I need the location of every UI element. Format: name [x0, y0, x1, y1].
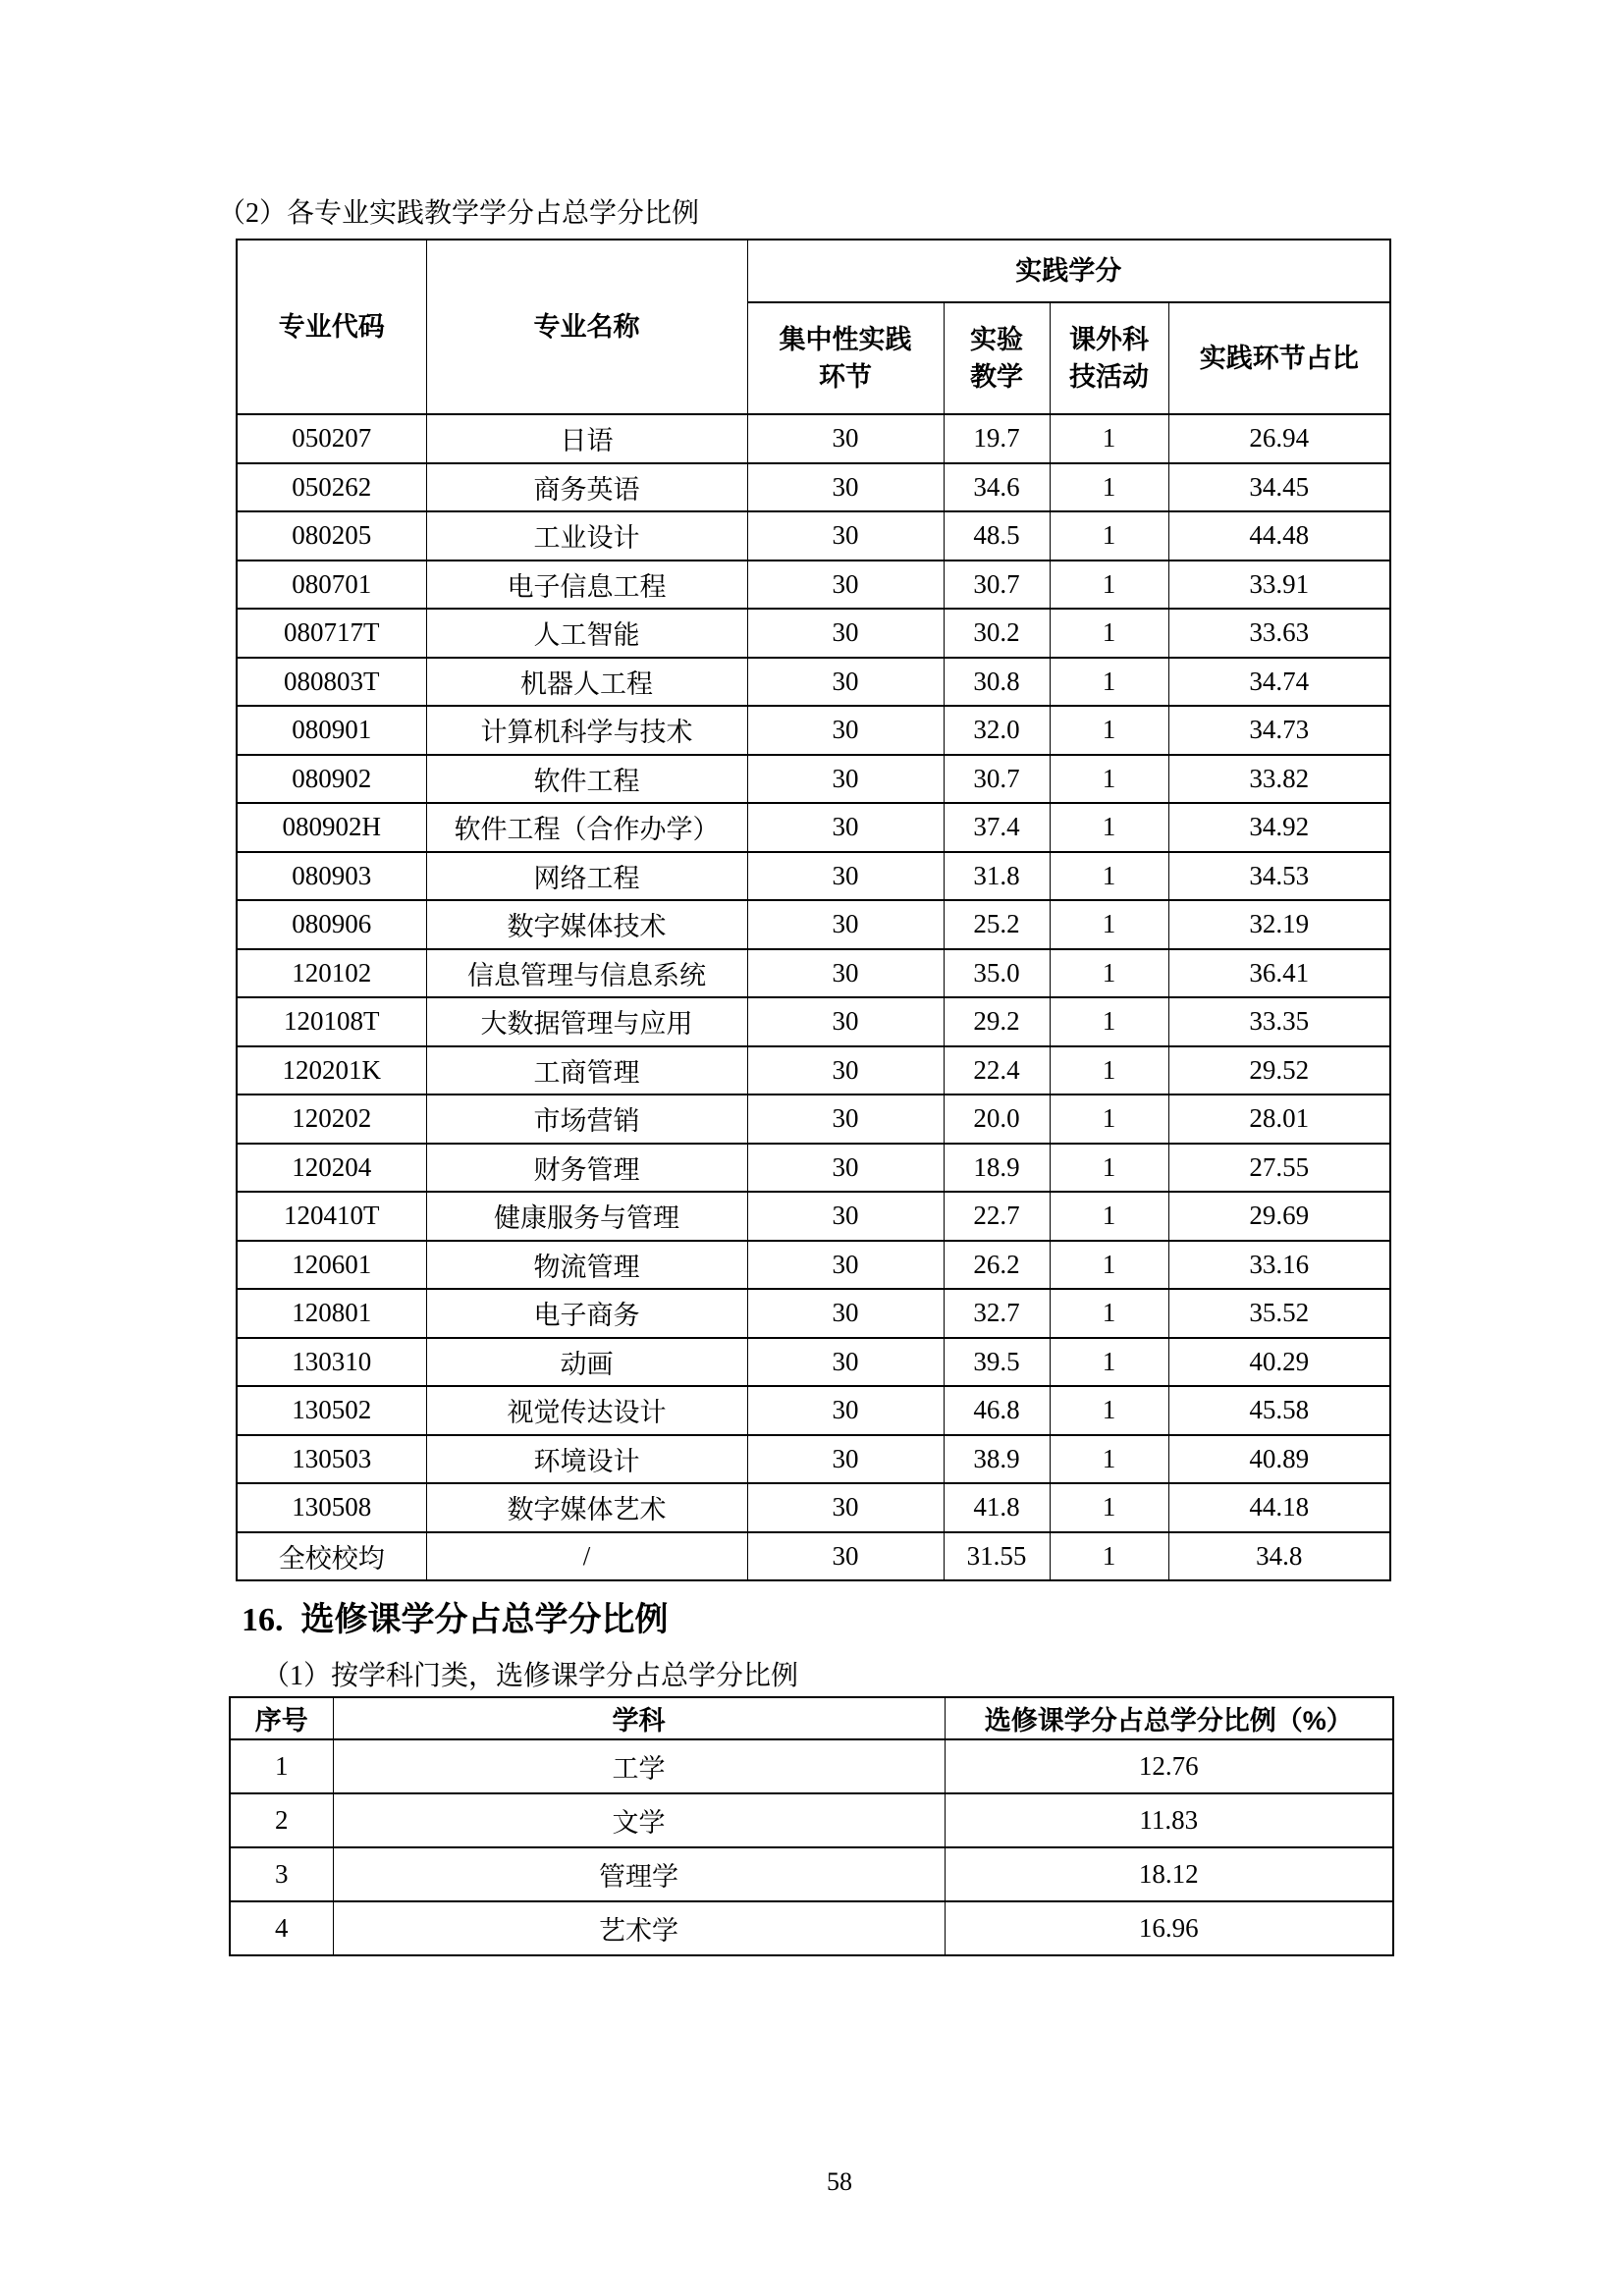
extracurricular-sci-tech-cell: 1 — [1050, 1241, 1168, 1290]
practice-ratio-cell: 34.74 — [1168, 658, 1390, 707]
practice-credits-table — [236, 239, 1391, 1581]
table-row — [237, 561, 1390, 610]
major-name-cell: 电子商务 — [426, 1289, 747, 1338]
header-major-name: 专业名称 — [426, 240, 747, 414]
discipline-cell: 文学 — [333, 1793, 945, 1847]
extracurricular-sci-tech-cell: 1 — [1050, 1338, 1168, 1387]
practice-ratio-cell: 34.45 — [1168, 463, 1390, 512]
practice-ratio-cell: 40.89 — [1168, 1435, 1390, 1484]
major-code-cell: 050207 — [237, 414, 426, 463]
practice-ratio-cell: 44.48 — [1168, 511, 1390, 561]
concentrated-practice-cell: 30 — [747, 609, 944, 658]
major-code-cell: 130503 — [237, 1435, 426, 1484]
major-name-cell: 商务英语 — [426, 463, 747, 512]
header-extracurricular-sci-tech: 课外科技活动 — [1050, 302, 1168, 414]
table-header-row — [237, 240, 1390, 302]
concentrated-practice-cell: 30 — [747, 997, 944, 1046]
major-code-cell: 120108T — [237, 997, 426, 1046]
experiment-teaching-cell: 26.2 — [944, 1241, 1050, 1290]
major-name-cell: 人工智能 — [426, 609, 747, 658]
table-row — [237, 1241, 1390, 1290]
concentrated-practice-cell: 30 — [747, 949, 944, 998]
extracurricular-sci-tech-cell: 1 — [1050, 1192, 1168, 1241]
concentrated-practice-cell: 30 — [747, 900, 944, 949]
table-row — [237, 1289, 1390, 1338]
major-code-cell: 120601 — [237, 1241, 426, 1290]
experiment-teaching-cell: 35.0 — [944, 949, 1050, 998]
major-code-cell: 130502 — [237, 1386, 426, 1435]
concentrated-practice-cell: 30 — [747, 1192, 944, 1241]
concentrated-practice-cell: 30 — [747, 463, 944, 512]
extracurricular-sci-tech-cell: 1 — [1050, 1144, 1168, 1193]
extracurricular-sci-tech-cell: 1 — [1050, 997, 1168, 1046]
practice-ratio-cell: 28.01 — [1168, 1095, 1390, 1144]
table-row — [237, 706, 1390, 755]
major-name-cell: / — [426, 1532, 747, 1581]
concentrated-practice-cell: 30 — [747, 511, 944, 561]
experiment-teaching-cell: 22.4 — [944, 1046, 1050, 1095]
table-row — [237, 511, 1390, 561]
table-header-row — [230, 1697, 1393, 1739]
concentrated-practice-cell: 30 — [747, 1338, 944, 1387]
experiment-teaching-cell: 30.7 — [944, 755, 1050, 804]
table-row — [237, 1532, 1390, 1581]
major-code-cell: 050262 — [237, 463, 426, 512]
concentrated-practice-cell: 30 — [747, 1532, 944, 1581]
major-code-cell: 120201K — [237, 1046, 426, 1095]
practice-ratio-cell: 33.35 — [1168, 997, 1390, 1046]
elective-ratio-cell: 18.12 — [945, 1847, 1393, 1901]
experiment-teaching-cell: 18.9 — [944, 1144, 1050, 1193]
extracurricular-sci-tech-cell: 1 — [1050, 803, 1168, 852]
major-code-cell: 080902 — [237, 755, 426, 804]
practice-ratio-cell: 33.63 — [1168, 609, 1390, 658]
extracurricular-sci-tech-cell: 1 — [1050, 561, 1168, 610]
major-name-cell: 大数据管理与应用 — [426, 997, 747, 1046]
major-name-cell: 市场营销 — [426, 1095, 747, 1144]
experiment-teaching-cell: 30.7 — [944, 561, 1050, 610]
concentrated-practice-cell: 30 — [747, 755, 944, 804]
experiment-teaching-cell: 32.7 — [944, 1289, 1050, 1338]
practice-ratio-cell: 26.94 — [1168, 414, 1390, 463]
major-code-cell: 130508 — [237, 1483, 426, 1532]
table-row — [237, 803, 1390, 852]
table-row — [237, 997, 1390, 1046]
elective-section-heading — [242, 1598, 669, 1643]
practice-ratio-cell: 27.55 — [1168, 1144, 1390, 1193]
practice-ratio-cell: 34.8 — [1168, 1532, 1390, 1581]
extracurricular-sci-tech-cell: 1 — [1050, 900, 1168, 949]
concentrated-practice-cell: 30 — [747, 561, 944, 610]
concentrated-practice-cell: 30 — [747, 1386, 944, 1435]
practice-ratio-cell: 34.73 — [1168, 706, 1390, 755]
extracurricular-sci-tech-cell: 1 — [1050, 852, 1168, 901]
table-row — [230, 1847, 1393, 1901]
header-major-code: 专业代码 — [237, 240, 426, 414]
practice-ratio-cell: 34.53 — [1168, 852, 1390, 901]
table-row — [230, 1739, 1393, 1793]
practice-ratio-cell: 29.52 — [1168, 1046, 1390, 1095]
major-code-cell: 080701 — [237, 561, 426, 610]
experiment-teaching-cell: 34.6 — [944, 463, 1050, 512]
table-row — [237, 1386, 1390, 1435]
table-row — [237, 658, 1390, 707]
major-name-cell: 数字媒体艺术 — [426, 1483, 747, 1532]
elective-section-subtitle: （1）按学科门类，选修课学分占总学分比例 — [262, 1661, 799, 1691]
major-code-cell: 120801 — [237, 1289, 426, 1338]
practice-ratio-cell: 33.16 — [1168, 1241, 1390, 1290]
extracurricular-sci-tech-cell: 1 — [1050, 511, 1168, 561]
major-name-cell: 工业设计 — [426, 511, 747, 561]
header-practice-credits-group: 实践学分 — [747, 240, 1390, 302]
extracurricular-sci-tech-cell: 1 — [1050, 755, 1168, 804]
major-name-cell: 动画 — [426, 1338, 747, 1387]
heading-number: 16. — [242, 1602, 284, 1638]
extracurricular-sci-tech-cell: 1 — [1050, 1289, 1168, 1338]
experiment-teaching-cell: 41.8 — [944, 1483, 1050, 1532]
major-name-cell: 计算机科学与技术 — [426, 706, 747, 755]
major-code-cell: 080717T — [237, 609, 426, 658]
table-row — [237, 1192, 1390, 1241]
major-name-cell: 财务管理 — [426, 1144, 747, 1193]
table-row — [237, 900, 1390, 949]
experiment-teaching-cell: 48.5 — [944, 511, 1050, 561]
extracurricular-sci-tech-cell: 1 — [1050, 658, 1168, 707]
major-code-cell: 080902H — [237, 803, 426, 852]
index-cell: 1 — [230, 1739, 333, 1793]
practice-section-title: （2）各专业实践教学学分占总学分比例 — [218, 198, 700, 229]
experiment-teaching-cell: 25.2 — [944, 900, 1050, 949]
major-name-cell: 日语 — [426, 414, 747, 463]
major-name-cell: 视觉传达设计 — [426, 1386, 747, 1435]
major-code-cell: 080906 — [237, 900, 426, 949]
major-name-cell: 软件工程（合作办学） — [426, 803, 747, 852]
table-row — [237, 463, 1390, 512]
discipline-cell: 管理学 — [333, 1847, 945, 1901]
major-name-cell: 信息管理与信息系统 — [426, 949, 747, 998]
extracurricular-sci-tech-cell: 1 — [1050, 1435, 1168, 1484]
concentrated-practice-cell: 30 — [747, 658, 944, 707]
discipline-cell: 艺术学 — [333, 1901, 945, 1955]
header-elective-ratio: 选修课学分占总学分比例（%） — [945, 1697, 1393, 1739]
major-code-cell: 120202 — [237, 1095, 426, 1144]
practice-ratio-cell: 36.41 — [1168, 949, 1390, 998]
major-name-cell: 机器人工程 — [426, 658, 747, 707]
practice-ratio-cell: 44.18 — [1168, 1483, 1390, 1532]
extracurricular-sci-tech-cell: 1 — [1050, 1532, 1168, 1581]
experiment-teaching-cell: 37.4 — [944, 803, 1050, 852]
practice-ratio-cell: 40.29 — [1168, 1338, 1390, 1387]
practice-ratio-cell: 35.52 — [1168, 1289, 1390, 1338]
major-name-cell: 网络工程 — [426, 852, 747, 901]
major-code-cell: 080205 — [237, 511, 426, 561]
elective-ratio-cell: 11.83 — [945, 1793, 1393, 1847]
experiment-teaching-cell: 46.8 — [944, 1386, 1050, 1435]
table-row — [237, 1095, 1390, 1144]
major-code-cell: 120102 — [237, 949, 426, 998]
major-name-cell: 环境设计 — [426, 1435, 747, 1484]
major-code-cell: 120204 — [237, 1144, 426, 1193]
concentrated-practice-cell: 30 — [747, 1046, 944, 1095]
practice-ratio-cell: 45.58 — [1168, 1386, 1390, 1435]
extracurricular-sci-tech-cell: 1 — [1050, 1095, 1168, 1144]
header-discipline: 学科 — [333, 1697, 945, 1739]
discipline-cell: 工学 — [333, 1739, 945, 1793]
concentrated-practice-cell: 30 — [747, 1483, 944, 1532]
concentrated-practice-cell: 30 — [747, 1144, 944, 1193]
extracurricular-sci-tech-cell: 1 — [1050, 706, 1168, 755]
major-name-cell: 软件工程 — [426, 755, 747, 804]
table-row — [237, 1483, 1390, 1532]
table-row — [237, 852, 1390, 901]
header-concentrated-practice: 集中性实践环节 — [747, 302, 944, 414]
index-cell: 2 — [230, 1793, 333, 1847]
heading-text: 选修课学分占总学分比例 — [300, 1602, 669, 1638]
experiment-teaching-cell: 19.7 — [944, 414, 1050, 463]
table-row — [237, 414, 1390, 463]
concentrated-practice-cell: 30 — [747, 1095, 944, 1144]
concentrated-practice-cell: 30 — [747, 803, 944, 852]
concentrated-practice-cell: 30 — [747, 1435, 944, 1484]
concentrated-practice-cell: 30 — [747, 1241, 944, 1290]
major-code-cell: 120410T — [237, 1192, 426, 1241]
table-row — [230, 1793, 1393, 1847]
experiment-teaching-cell: 38.9 — [944, 1435, 1050, 1484]
major-code-cell: 080803T — [237, 658, 426, 707]
experiment-teaching-cell: 30.2 — [944, 609, 1050, 658]
major-name-cell: 物流管理 — [426, 1241, 747, 1290]
experiment-teaching-cell: 39.5 — [944, 1338, 1050, 1387]
extracurricular-sci-tech-cell: 1 — [1050, 1483, 1168, 1532]
header-experiment-teaching: 实验教学 — [944, 302, 1050, 414]
practice-ratio-cell: 32.19 — [1168, 900, 1390, 949]
concentrated-practice-cell: 30 — [747, 414, 944, 463]
table-row — [237, 1144, 1390, 1193]
concentrated-practice-cell: 30 — [747, 852, 944, 901]
experiment-teaching-cell: 22.7 — [944, 1192, 1050, 1241]
index-cell: 3 — [230, 1847, 333, 1901]
experiment-teaching-cell: 32.0 — [944, 706, 1050, 755]
experiment-teaching-cell: 31.55 — [944, 1532, 1050, 1581]
major-name-cell: 健康服务与管理 — [426, 1192, 747, 1241]
extracurricular-sci-tech-cell: 1 — [1050, 1386, 1168, 1435]
major-code-cell: 080903 — [237, 852, 426, 901]
extracurricular-sci-tech-cell: 1 — [1050, 609, 1168, 658]
major-name-cell: 电子信息工程 — [426, 561, 747, 610]
index-cell: 4 — [230, 1901, 333, 1955]
table-row — [237, 949, 1390, 998]
table-row — [237, 755, 1390, 804]
header-index: 序号 — [230, 1697, 333, 1739]
table-row — [237, 609, 1390, 658]
header-practice-ratio: 实践环节占比 — [1168, 302, 1390, 414]
extracurricular-sci-tech-cell: 1 — [1050, 1046, 1168, 1095]
table-row — [237, 1435, 1390, 1484]
table-row — [230, 1901, 1393, 1955]
experiment-teaching-cell: 30.8 — [944, 658, 1050, 707]
elective-ratio-cell: 12.76 — [945, 1739, 1393, 1793]
experiment-teaching-cell: 20.0 — [944, 1095, 1050, 1144]
extracurricular-sci-tech-cell: 1 — [1050, 949, 1168, 998]
page-number: 58 — [827, 2167, 852, 2196]
table-row — [237, 1046, 1390, 1095]
extracurricular-sci-tech-cell: 1 — [1050, 414, 1168, 463]
practice-ratio-cell: 34.92 — [1168, 803, 1390, 852]
major-name-cell: 工商管理 — [426, 1046, 747, 1095]
elective-credits-table — [229, 1696, 1394, 1956]
major-code-cell: 130310 — [237, 1338, 426, 1387]
concentrated-practice-cell: 30 — [747, 706, 944, 755]
major-name-cell: 数字媒体技术 — [426, 900, 747, 949]
practice-ratio-cell: 33.91 — [1168, 561, 1390, 610]
major-code-cell: 080901 — [237, 706, 426, 755]
experiment-teaching-cell: 31.8 — [944, 852, 1050, 901]
major-code-cell: 全校校均 — [237, 1532, 426, 1581]
extracurricular-sci-tech-cell: 1 — [1050, 463, 1168, 512]
experiment-teaching-cell: 29.2 — [944, 997, 1050, 1046]
elective-ratio-cell: 16.96 — [945, 1901, 1393, 1955]
table-row — [237, 1338, 1390, 1387]
concentrated-practice-cell: 30 — [747, 1289, 944, 1338]
practice-ratio-cell: 29.69 — [1168, 1192, 1390, 1241]
practice-ratio-cell: 33.82 — [1168, 755, 1390, 804]
